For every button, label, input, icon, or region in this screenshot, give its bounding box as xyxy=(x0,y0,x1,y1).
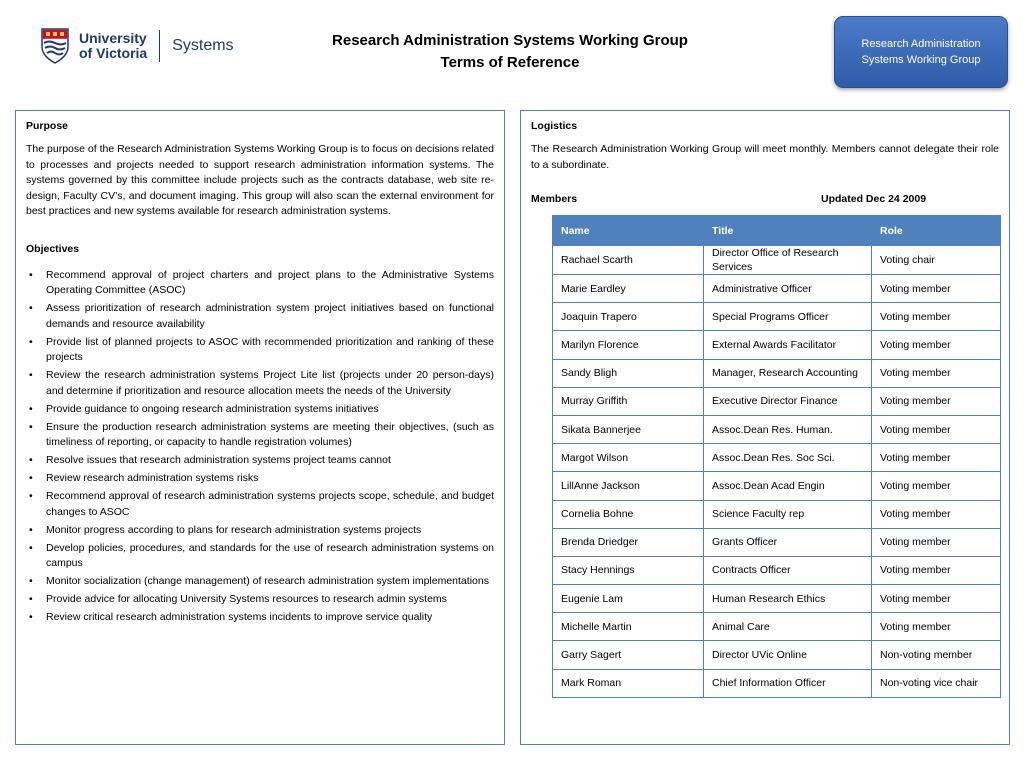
members-table-body xyxy=(553,246,1001,698)
bullet-icon: • xyxy=(29,472,33,484)
member-name: Eugenie Lam xyxy=(553,585,704,613)
table-row xyxy=(553,641,1001,669)
table-row xyxy=(553,387,1001,415)
objective-item xyxy=(26,420,494,451)
table-row xyxy=(553,415,1001,443)
member-title: Grants Officer xyxy=(704,528,872,556)
member-role: Voting member xyxy=(872,444,1001,472)
table-row xyxy=(553,359,1001,387)
objective-text: Develop policies, procedures, and standards for the use of research administration systems on campus xyxy=(46,541,494,569)
objectives-heading: Objectives xyxy=(26,242,80,255)
table-row xyxy=(553,444,1001,472)
member-role: Voting member xyxy=(872,387,1001,415)
member-title: Science Faculty rep xyxy=(704,500,872,528)
member-role: Voting member xyxy=(872,303,1001,331)
objective-text: Assess prioritization of research administration system project initiatives based on functional demands and resource availability xyxy=(46,302,494,330)
uvic-wordmark xyxy=(79,31,147,61)
bullet-icon: • xyxy=(29,369,33,381)
member-role: Voting member xyxy=(872,472,1001,500)
objectives-list xyxy=(26,268,494,626)
uvic-crest-icon xyxy=(40,27,70,65)
objective-text: Monitor socialization (change management) of research administration system implementations xyxy=(46,575,489,587)
objective-item xyxy=(26,592,494,608)
member-title: Director Office of Research Services xyxy=(704,246,872,275)
objective-item xyxy=(26,610,494,626)
purpose-text: The purpose of the Research Administration Systems Working Group is to focus on decisions related to processes and projects needed to support research administration information systems. The systems governed by this committee include projects such as the contracts database, web site re-design, Faculty CV’s, and document imaging. This group will also scan the external environment for best practices and new systems available for research administration systems. xyxy=(26,143,494,217)
member-name: Michelle Martin xyxy=(553,613,704,641)
objective-item xyxy=(26,489,494,520)
group-badge xyxy=(834,16,1008,88)
bullet-icon: • xyxy=(29,454,33,466)
member-title: Director UVic Online xyxy=(704,641,872,669)
table-row xyxy=(553,303,1001,331)
table-row xyxy=(553,472,1001,500)
title-line-2: Terms of Reference xyxy=(440,54,580,71)
objective-item xyxy=(26,301,494,332)
title-line-1: Research Administration Systems Working Group xyxy=(332,32,688,49)
uvic-systems-logo xyxy=(40,26,234,66)
bullet-icon: • xyxy=(29,611,33,623)
column-header-title: Title xyxy=(704,216,872,246)
member-name: Murray Griffith xyxy=(553,387,704,415)
objective-text: Monitor progress according to plans for research administration systems projects xyxy=(46,523,422,536)
purpose-objectives-panel xyxy=(15,110,505,745)
bullet-icon: • xyxy=(29,420,33,433)
member-title: Human Research Ethics xyxy=(704,585,872,613)
members-updated-date: Updated Dec 24 2009 xyxy=(821,193,927,205)
table-row xyxy=(553,585,1001,613)
bullet-icon: • xyxy=(29,335,33,348)
member-role: Voting member xyxy=(872,275,1001,303)
objective-text: Review research administration systems risks xyxy=(46,472,259,484)
member-name: Sikata Bannerjee xyxy=(553,415,704,443)
member-name: Stacy Hennings xyxy=(553,556,704,584)
logo-university-text: University xyxy=(79,30,147,46)
member-role: Voting member xyxy=(872,528,1001,556)
objective-text: Review critical research administration systems incidents to improve service quality xyxy=(46,611,433,623)
member-role: Voting chair xyxy=(872,246,1001,275)
logo-divider xyxy=(159,30,160,62)
objective-text: Provide advice for allocating University Systems resources to research admin systems xyxy=(46,593,447,605)
member-role: Voting member xyxy=(872,331,1001,359)
member-role: Voting member xyxy=(872,585,1001,613)
member-title: Special Programs Officer xyxy=(704,303,872,331)
logo-of-victoria-text: of Victoria xyxy=(79,45,148,61)
members-header-row xyxy=(531,192,999,206)
objective-text: Recommend approval of research administration systems projects scope, schedule, and budget changes to ASOC xyxy=(46,490,494,518)
objective-text: Ensure the production research administration systems are meeting their objectives, (such as timeliness of reporting, or capacity to handle registration volumes) xyxy=(46,420,494,448)
member-role: Voting member xyxy=(872,556,1001,584)
member-name: Mark Roman xyxy=(553,669,704,697)
member-role: Voting member xyxy=(872,613,1001,641)
table-row xyxy=(553,246,1001,275)
bullet-icon: • xyxy=(29,593,33,605)
member-role: Non-voting member xyxy=(872,641,1001,669)
column-header-role: Role xyxy=(872,216,1001,246)
bullet-icon: • xyxy=(29,523,33,536)
objective-item xyxy=(26,471,494,487)
objective-item xyxy=(26,335,494,366)
member-title: Executive Director Finance xyxy=(704,387,872,415)
member-title: Assoc.Dean Res. Soc Sci. xyxy=(704,444,872,472)
objective-text: Provide list of planned projects to ASOC with recommended prioritization and ranking of these projects xyxy=(46,335,494,363)
bullet-icon: • xyxy=(29,575,33,587)
group-badge-text: Research Administration Systems Working Group xyxy=(861,38,981,66)
members-heading: Members xyxy=(531,193,578,205)
table-row xyxy=(553,331,1001,359)
member-name: Brenda Driedger xyxy=(553,528,704,556)
member-title: Animal Care xyxy=(704,613,872,641)
table-row xyxy=(553,528,1001,556)
members-table xyxy=(552,215,1001,698)
logo-systems-text: Systems xyxy=(172,37,234,54)
objective-item xyxy=(26,402,494,418)
member-name: Joaquin Trapero xyxy=(553,303,704,331)
logistics-text: The Research Administration Working Group will meet monthly. Members cannot delegate their role to a subordinate. xyxy=(531,143,999,171)
member-role: Voting member xyxy=(872,359,1001,387)
objective-item xyxy=(26,574,494,590)
bullet-icon: • xyxy=(29,302,33,314)
member-name: Marilyn Florence xyxy=(553,331,704,359)
member-role: Voting member xyxy=(872,415,1001,443)
objective-item xyxy=(26,541,494,572)
member-name: Marie Eardley xyxy=(553,275,704,303)
bullet-icon: • xyxy=(29,541,33,554)
purpose-heading: Purpose xyxy=(26,120,69,132)
member-role: Non-voting vice chair xyxy=(872,669,1001,697)
logistics-heading: Logistics xyxy=(531,120,578,132)
column-header-name: Name xyxy=(553,216,704,246)
objective-text: Resolve issues that research administration systems project teams cannot xyxy=(46,454,391,466)
member-name: Sandy Bligh xyxy=(553,359,704,387)
objective-text: Provide guidance to ongoing research administration systems initiatives xyxy=(46,402,379,415)
member-title: Administrative Officer xyxy=(704,275,872,303)
objective-text: Review the research administration systems Project Lite list (projects under 20 person-days) and determine if prioritization and resource allocation meets the needs of the University xyxy=(46,369,494,397)
bullet-icon: • xyxy=(29,402,33,415)
bullet-icon: • xyxy=(29,490,33,502)
member-title: Assoc.Dean Res. Human. xyxy=(704,415,872,443)
table-row xyxy=(553,669,1001,697)
member-role: Voting member xyxy=(872,500,1001,528)
table-row xyxy=(553,613,1001,641)
members-table-header-row xyxy=(553,216,1001,246)
member-name: Garry Sagert xyxy=(553,641,704,669)
member-title: Manager, Research Accounting xyxy=(704,359,872,387)
member-title: Chief Information Officer xyxy=(704,669,872,697)
member-name: Margot Wilson xyxy=(553,444,704,472)
member-name: LillAnne Jackson xyxy=(553,472,704,500)
bullet-icon: • xyxy=(29,268,33,281)
objective-item xyxy=(26,453,494,469)
member-name: Rachael Scarth xyxy=(553,246,704,275)
table-row xyxy=(553,275,1001,303)
member-title: Assoc.Dean Acad Engin xyxy=(704,472,872,500)
objective-item xyxy=(26,523,494,539)
member-title: External Awards Facilitator xyxy=(704,331,872,359)
objective-text: Recommend approval of project charters and project plans to the Administrative Systems Operating Committee (ASOC) xyxy=(46,268,494,296)
objective-item xyxy=(26,268,494,299)
document-title xyxy=(260,30,760,74)
table-row xyxy=(553,556,1001,584)
table-row xyxy=(553,500,1001,528)
logistics-members-panel xyxy=(520,110,1010,745)
member-name: Cornelia Bohne xyxy=(553,500,704,528)
objective-item xyxy=(26,368,494,399)
member-title: Contracts Officer xyxy=(704,556,872,584)
